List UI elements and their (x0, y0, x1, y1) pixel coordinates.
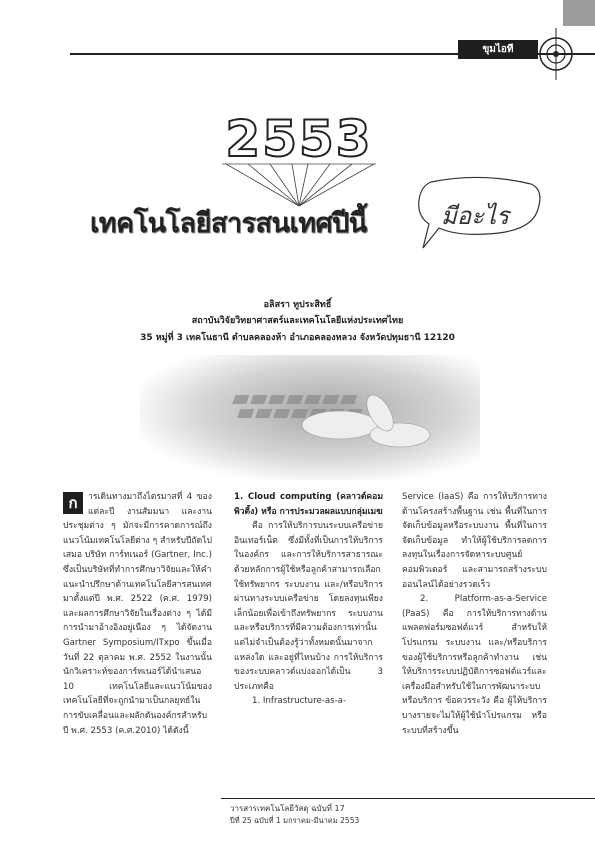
keyboard-hands-photo (140, 355, 480, 480)
article-column-3 (402, 490, 547, 738)
footer-issue: ปีที่ 25 ฉบับที่ 1 มกราคม-มีนาคม 2553 (230, 816, 360, 825)
column-2-paragraph-2: 1. Infrastructure-as-a- (252, 696, 347, 707)
bubble-text: มีอะไร (440, 202, 510, 230)
column-3-paragraph-2: 2. Platform-as-a-Service (PaaS) คือ การให้บริการทางด้านแพลตฟอร์มซอฟต์แวร์ สำหรับให้โปรแกรม ระบบงาน และ/หรือบริการของผู้ใช้บริการหรือลูกค้าทำงาน เช่น ให้บริการระบบปฏิบัติการซอฟต์แวร์และเครื่องมือสำหรับใช้ในการพัฒนาระบบ หรือบริการ ข้อควรระวัง คือ ผู้ให้บริการบางรายจะไม่ให้ผู้ใช้นำโปรแกรม หรือระบบที่สร้างขึ้น (402, 594, 547, 736)
article-column-2 (234, 490, 383, 709)
year-text: 2553 (225, 116, 373, 168)
footer-rule (221, 798, 595, 799)
author-address: 35 หมู่ที่ 3 เทคโนธานี ตำบลคลองห้า อำเภอคลองหลวง จังหวัดปทุมธานี 12120 (140, 333, 455, 343)
crosshair-target-icon (534, 20, 594, 80)
footer-journal: วารสารเทคโนโลยีวัสดุ ฉบับที่ 17 (230, 804, 345, 813)
author-name: อลิสรา ทูประสิทธิ์ (263, 300, 332, 310)
author-institute: สถาบันวิจัยวิทยาศาสตร์และเทคโนโลยีแห่งประเทศไทย (191, 316, 404, 326)
column-2-paragraph-1: คือ การให้บริการบนระบบเครือข่ายอินเทอร์เน็ต ซึ่งมีทั้งที่เป็นการให้บริการในองค์กร และการให้บริการสาธารณะ ด้วยหลักการผู้ใช้หรือลูกค้าสามารถเลือกใช้ทรัพยากร ระบบงาน และ/หรือบริการผ่านทางระบบเครือข่าย โดยลงทุนเพียงเล็กน้อยเพื่อเข้าถึงทรัพยากร ระบบงาน และหรือบริการที่มีความต้องการเท่านั้น แต่ไม่จำเป็นต้องรู้ว่าทั้งหมดนั้นมาจากแหล่งใด และอยู่ที่ไหนบ้าง การให้บริการของระบบคลาวด์แบ่งออกได้เป็น 3 ประเภทคือ (234, 521, 383, 692)
article-column-1 (63, 490, 212, 738)
column-3-paragraph-1: Service (IaaS) คือ การให้บริการทางด้านโครงสร้างพื้นฐาน เช่น พื้นที่ในการจัดเก็บข้อมูลหรือระบบงาน พื้นที่ในการจัดเก็บข้อมูล ทำให้ผู้ใช้บริการลดการลงทุนในเรื่องการจัดหาระบบศูนย์คอมพิวเตอร์ และสามารถสร้างระบบออนไลน์ได้อย่างรวดเร็ว (402, 492, 547, 590)
drop-cap: ก (63, 492, 83, 514)
section-tab: ขุมไอที (458, 40, 538, 59)
column-1-text: ารเดินทางมาถึงไตรมาสที่ 4 ของแต่ละปี งานสัมมนา และงานประชุมต่าง ๆ มักจะมีการคาดการณ์ถึงแนวโน้มเทคโนโลยีต่าง ๆ สำหรับปีถัดไปเสมอ บริษัท การ์ทเนอร์ (Gartner, Inc.) ซึ่งเป็นบริษัทที่ทำการศึกษาวิจัยและให้คำแนะนำปรึกษาด้านเทคโนโลยีสารสนเทศมาตั้งแต่ปี พ.ศ. 2522 (ค.ศ. 1979) และผลการศึกษาวิจัยในเรื่องต่าง ๆ ได้มีการนำมาอ้างอิงอยู่เนือง ๆ ได้จัดงาน Gartner Symposium/ITxpo ขึ้นเมื่อวันที่ 22 ตุลาคม พ.ศ. 2552 ในงานนั้นนักวิเคราะห์ของการ์ทเนอร์ได้นำเสนอ 10 เทคโนโลยีและแนวโน้มของเทคโนโลยีที่จะถูกนำมาเป็นกลยุทธ์ในการขับเคลื่อนและผลักดันองค์กรสำหรับปี พ.ศ. 2553 (ค.ศ.2010) ได้ดังนี้ (63, 492, 212, 736)
page-title: เทคโนโลยีสารสนเทศปีนี้ (90, 208, 367, 239)
section-heading-cloud: 1. Cloud computing (คลาวด์คอมพิวติ้ง) หรือ การประมวลผลแบบกลุ่มเมฆ (234, 492, 383, 517)
year-title-graphic (208, 116, 390, 208)
